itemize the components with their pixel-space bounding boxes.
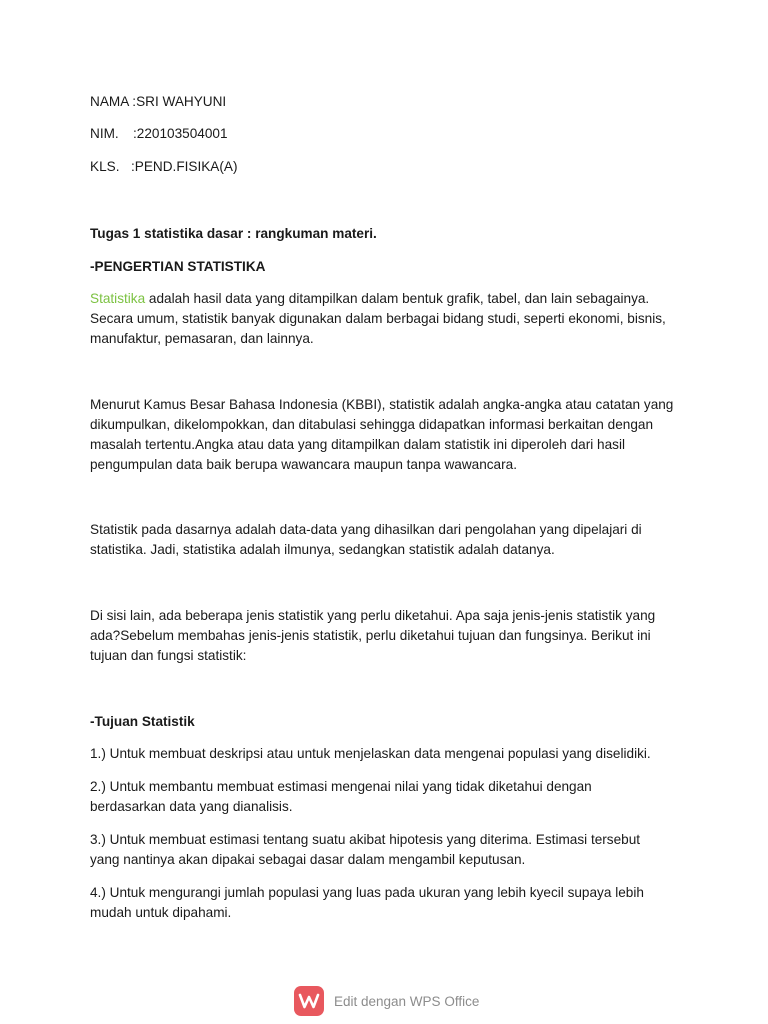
document-title: Tugas 1 statistika dasar : rangkuman materi. bbox=[90, 226, 377, 241]
paragraph-1-line-1: Statistika adalah hasil data yang ditampilkan dalam bentuk grafik, tabel, dan lain sebagainya. bbox=[90, 291, 650, 306]
paragraph-2-line-4: pengumpulan data baik berupa wawancara maupun tanpa wawancara. bbox=[90, 457, 517, 472]
section-heading-tujuan: -Tujuan Statistik bbox=[90, 714, 195, 729]
list-item-2-line-1: 2.) Untuk membantu membuat estimasi mengenai nilai yang tidak diketahui dengan bbox=[90, 779, 592, 794]
list-item-2-line-2: berdasarkan data yang dianalisis. bbox=[90, 799, 293, 814]
paragraph-3-line-2: statistika. Jadi, statistika adalah ilmunya, sedangkan statistik adalah datanya. bbox=[90, 542, 555, 557]
kls-value: :PEND.FISIKA(A) bbox=[131, 159, 238, 174]
list-item-4-line-1: 4.) Untuk mengurangi jumlah populasi yang luas pada ukuran yang lebih kyecil supaya lebih bbox=[90, 885, 644, 900]
student-name: NAMA :SRI WAHYUNI bbox=[90, 94, 227, 109]
kls-label: KLS. bbox=[90, 159, 120, 174]
paragraph-1-line-2: Secara umum, statistik banyak digunakan dalam berbagai bidang studi, seperti ekonomi, bisnis, bbox=[90, 311, 666, 326]
paragraph-2-line-2: dikumpulkan, dikelompokkan, dan ditabulasi sehingga didapatkan informasi berkaitan dengan bbox=[90, 417, 653, 432]
list-item-1-line-1: 1.) Untuk membuat deskripsi atau untuk menjelaskan data mengenai populasi yang diselidiki. bbox=[90, 746, 651, 761]
list-item-4-line-2: mudah untuk dipahami. bbox=[90, 905, 232, 920]
paragraph-4-line-1: Di sisi lain, ada beberapa jenis statistik yang perlu diketahui. Apa saja jenis-jenis statistik yang bbox=[90, 608, 656, 623]
paragraph-1-line-3: manufaktur, pemasaran, dan lainnya. bbox=[90, 331, 314, 346]
list-item-3-line-2: yang nantinya akan dipakai sebagai dasar dalam mengambil keputusan. bbox=[90, 852, 526, 867]
paragraph-3-line-1: Statistik pada dasarnya adalah data-data yang dihasilkan dari pengolahan yang dipelajari di bbox=[90, 522, 642, 537]
nim-label: NIM. bbox=[90, 126, 119, 141]
wps-office-logo-icon bbox=[294, 986, 324, 1016]
statistika-link[interactable]: Statistika bbox=[90, 291, 146, 306]
section-heading-pengertian: -PENGERTIAN STATISTIKA bbox=[90, 259, 266, 274]
paragraph-2-line-1: Menurut Kamus Besar Bahasa Indonesia (KBBI), statistik adalah angka-angka atau catatan yang bbox=[90, 397, 674, 412]
wps-edit-banner[interactable] bbox=[294, 984, 479, 1018]
nim-value: :220103504001 bbox=[133, 126, 228, 141]
student-nim bbox=[90, 124, 228, 144]
student-class bbox=[90, 157, 238, 177]
paragraph-2-line-3: masalah tertentu.Angka atau data yang ditampilkan dalam statistik ini diperoleh dari hasil bbox=[90, 437, 625, 452]
paragraph-4-line-2: ada?Sebelum membahas jenis-jenis statistik, perlu diketahui tujuan dan fungsinya. Berikut ini bbox=[90, 628, 651, 643]
wps-edit-label[interactable]: Edit dengan WPS Office bbox=[334, 993, 480, 1009]
paragraph-4-line-3: tujuan dan fungsi statistik: bbox=[90, 648, 247, 663]
list-item-3-line-1: 3.) Untuk membuat estimasi tentang suatu akibat hipotesis yang diterima. Estimasi tersebut bbox=[90, 832, 641, 847]
